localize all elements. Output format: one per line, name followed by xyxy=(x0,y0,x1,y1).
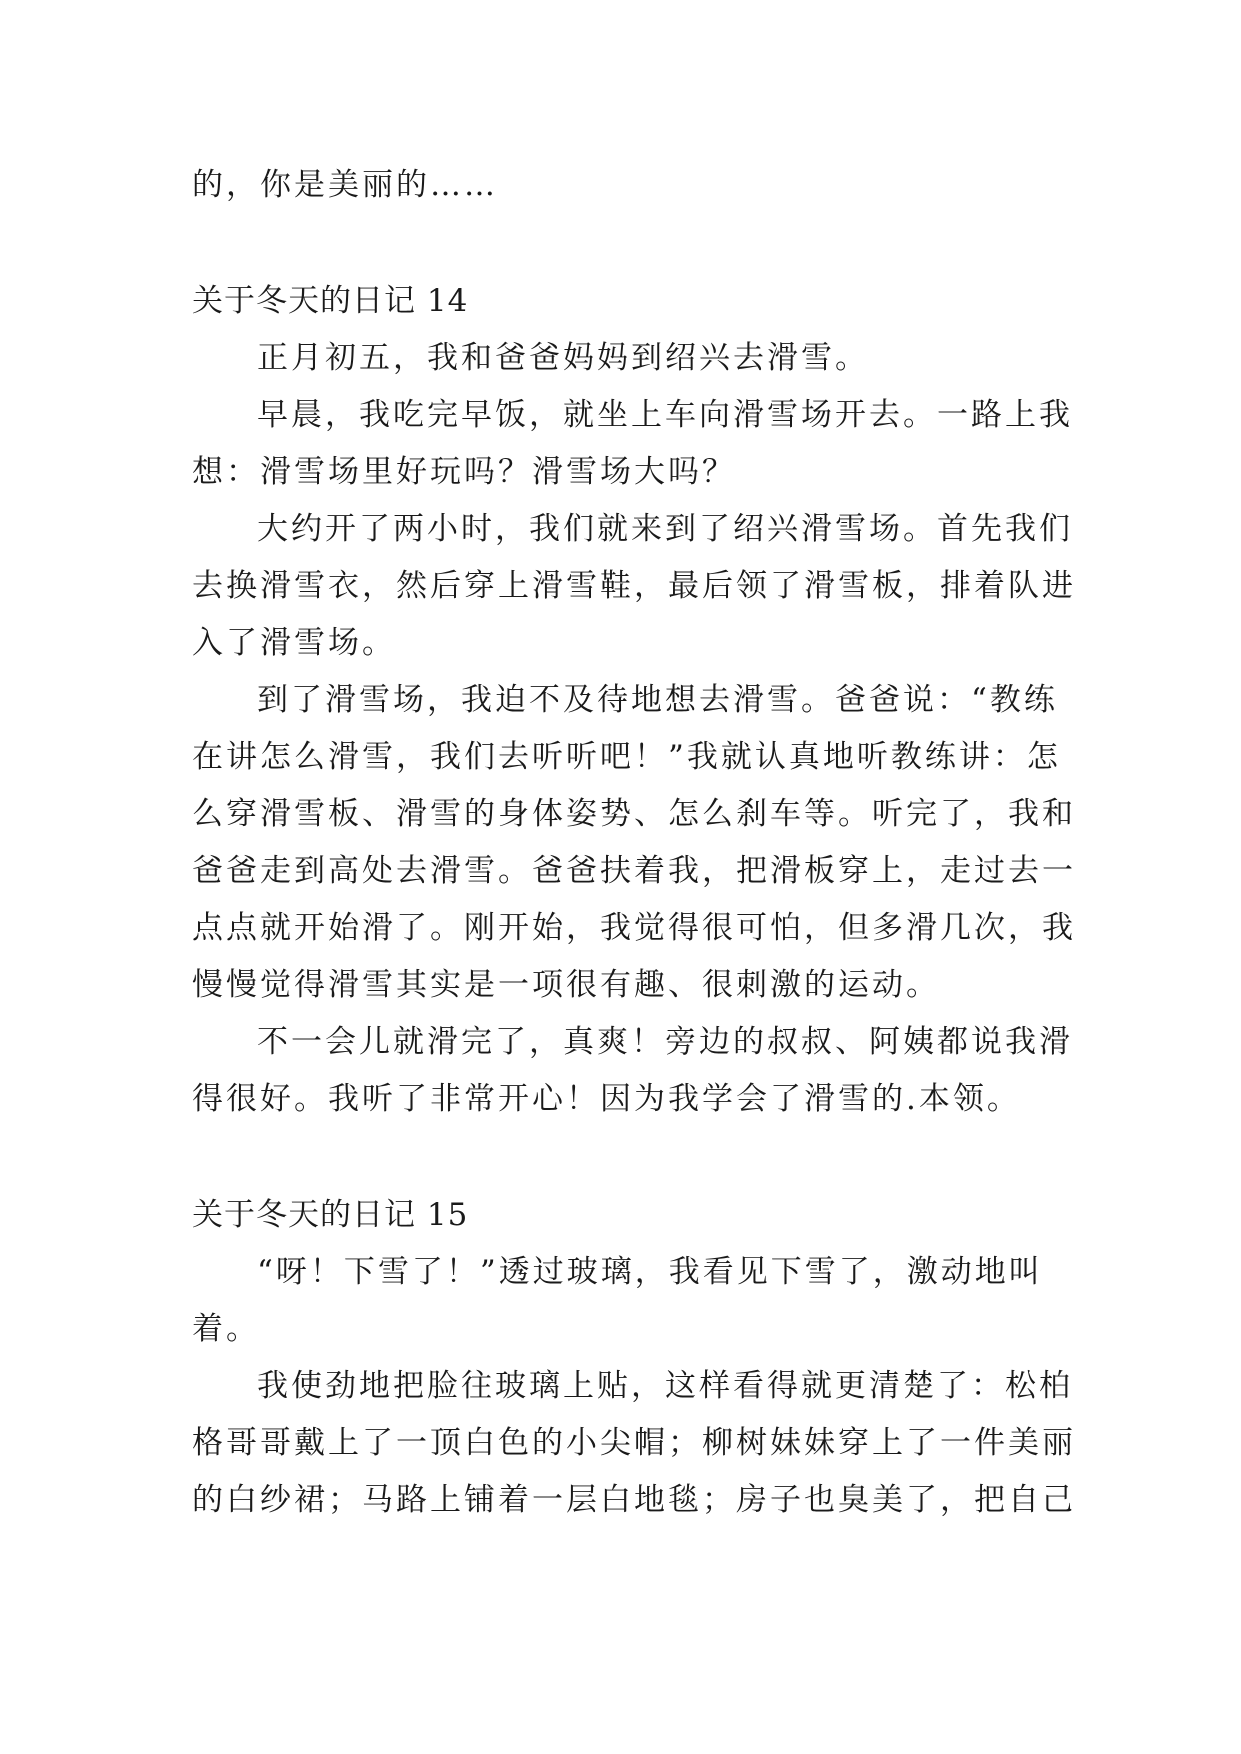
paragraph-line: 去换滑雪衣，然后穿上滑雪鞋，最后领了滑雪板，排着队进 xyxy=(192,568,1076,604)
paragraph-line: 早晨，我吃完早饭，就坐上车向滑雪场开去。一路上我 xyxy=(257,397,1073,433)
paragraph-line: 慢慢觉得滑雪其实是一项很有趣、很刺激的运动。 xyxy=(192,967,940,1003)
paragraph-line: 点点就开始滑了。刚开始，我觉得很可怕，但多滑几次，我 xyxy=(192,910,1076,946)
paragraph-line: 么穿滑雪板、滑雪的身体姿势、怎么刹车等。听完了，我和 xyxy=(192,796,1076,832)
paragraph-line: 着。 xyxy=(192,1311,260,1347)
paragraph-line: 想：滑雪场里好玩吗？滑雪场大吗？ xyxy=(192,454,736,490)
paragraph-line: 入了滑雪场。 xyxy=(192,625,396,661)
paragraph-line: 到了滑雪场，我迫不及待地想去滑雪。爸爸说：“教练 xyxy=(257,682,1058,718)
diary-heading-15: 关于冬天的日记 15 xyxy=(192,1197,469,1233)
paragraph-line: 大约开了两小时，我们就来到了绍兴滑雪场。首先我们 xyxy=(257,511,1073,547)
paragraph-line: 格哥哥戴上了一顶白色的小尖帽；柳树妹妹穿上了一件美丽 xyxy=(192,1425,1076,1461)
paragraph-line: 爸爸走到高处去滑雪。爸爸扶着我，把滑板穿上，走过去一 xyxy=(192,853,1076,889)
paragraph-line: “呀！下雪了！”透过玻璃，我看见下雪了，激动地叫 xyxy=(257,1254,1043,1290)
paragraph-line: 不一会儿就滑完了，真爽！旁边的叔叔、阿姨都说我滑 xyxy=(257,1024,1073,1060)
diary-heading-14: 关于冬天的日记 14 xyxy=(192,283,469,319)
text-line: 的，你是美丽的…… xyxy=(192,167,498,203)
paragraph-line: 在讲怎么滑雪，我们去听听吧！”我就认真地听教练讲：怎 xyxy=(192,739,1061,775)
paragraph-line: 正月初五，我和爸爸妈妈到绍兴去滑雪。 xyxy=(257,340,869,376)
paragraph-line: 的白纱裙；马路上铺着一层白地毯；房子也臭美了，把自己 xyxy=(192,1482,1076,1518)
paragraph-line: 我使劲地把脸往玻璃上贴，这样看得就更清楚了：松柏 xyxy=(257,1368,1073,1404)
paragraph-line: 得很好。我听了非常开心！因为我学会了滑雪的.本领。 xyxy=(192,1081,1021,1117)
